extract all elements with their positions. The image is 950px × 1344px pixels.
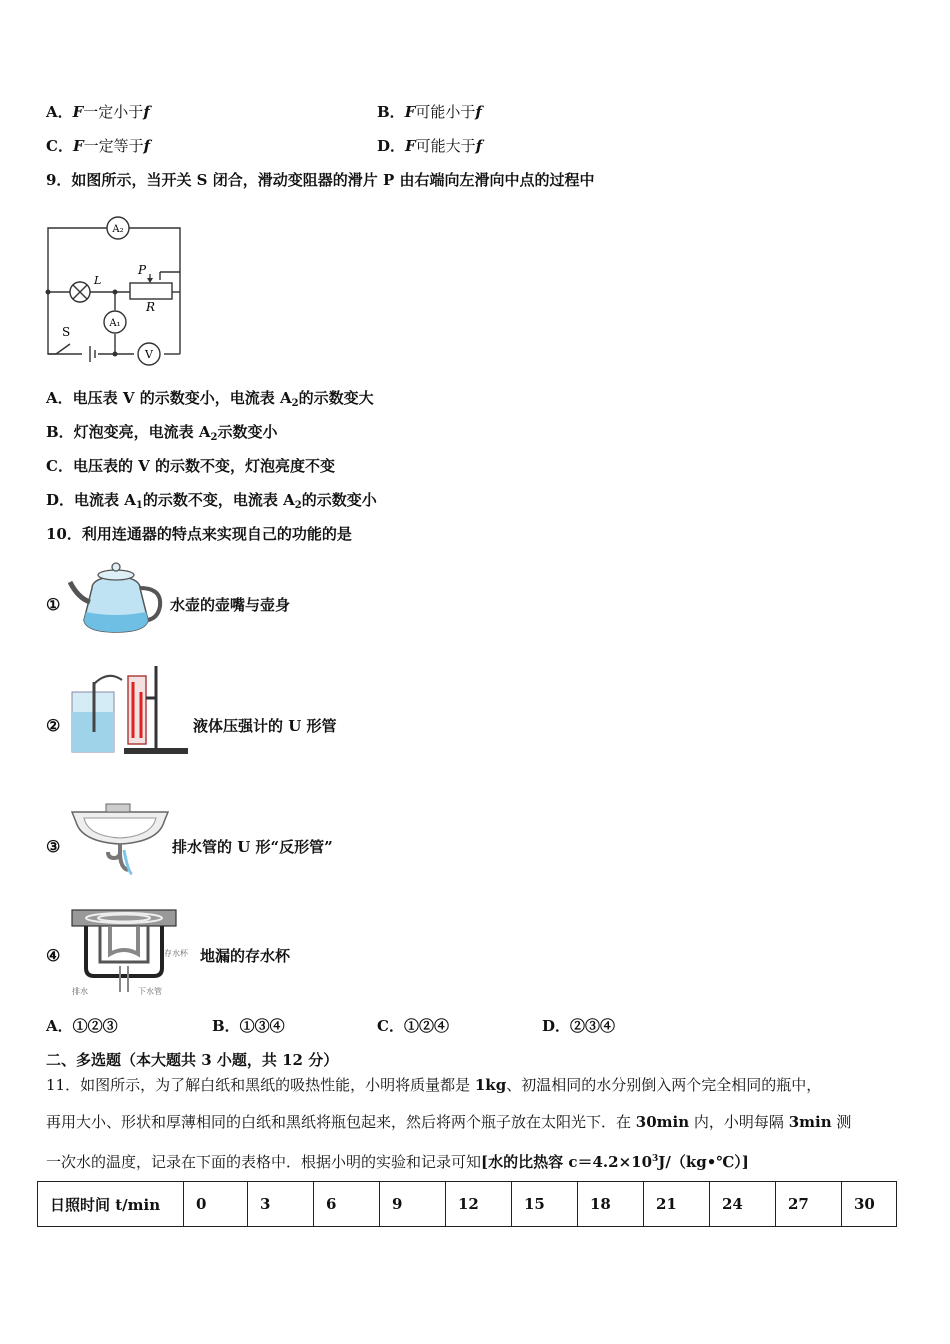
q8-option-a-var2: f [143, 103, 150, 121]
q8-option-c-var2: f [143, 137, 151, 155]
q10-item1-number: ① [46, 595, 61, 614]
table-cell: 0 [184, 1182, 248, 1227]
q10-item2-text: 液体压强计的 U 形管 [193, 717, 337, 735]
ammeter-a2 [107, 217, 129, 239]
table-cell: 6 [314, 1182, 380, 1227]
seal-label: 排水 [72, 987, 88, 996]
voltmeter-label: V [145, 348, 153, 361]
q8-option-b-var2: f [475, 103, 482, 121]
table-cell: 3 [248, 1182, 314, 1227]
q9-option-a-post: 的示数变大 [298, 389, 374, 407]
table-cell: 9 [380, 1182, 446, 1227]
q8-option-b-var: F [404, 103, 416, 121]
q9-option-b [46, 422, 278, 448]
q9-stem: 9．如图所示，当开关 S 闭合，滑动变阻器的滑片 P 由右端向左滑向中点的过程中 [46, 171, 595, 189]
q11-mass: 1kg [474, 1076, 507, 1094]
q11-specific-heat: [水的比热容 c＝4.2×10 [481, 1153, 653, 1171]
q11-line-1-a: 11．如图所示，为了解白纸和黑纸的吸热性能，小明将质量都是 [46, 1076, 475, 1094]
q11-specific-heat-unit: J/（kg•℃）] [658, 1153, 749, 1171]
q9-option-d [46, 490, 377, 516]
q9-option-d-sub: 1 [135, 500, 143, 511]
table-cell: 12 [446, 1182, 512, 1227]
q9-circuit-diagram [40, 212, 190, 368]
ammeter-a2-label: A₂ [112, 224, 124, 235]
q9-option-b-post: 示数变小 [217, 423, 278, 441]
q9-option-c [46, 456, 335, 476]
q11-specific-heat-exp: 3 [652, 1154, 659, 1164]
q10-option-d: D．②③④ [542, 1017, 616, 1035]
ammeter-a1-label: A₁ [109, 318, 121, 329]
table-header-cell: 日照时间 t/min [38, 1182, 184, 1227]
q10-option-a: A．①②③ [46, 1017, 118, 1035]
q8-option-a [46, 102, 150, 122]
q11-line-1-c: 、初温相同的水分别倒入两个完全相同的瓶中， [506, 1076, 822, 1094]
q9-option-d-mid: 的示数不变，电流表 A [142, 491, 295, 509]
lamp-label: L [94, 274, 102, 287]
q9-option-b-sub: 2 [210, 432, 218, 443]
q11-line-2-e: 测 [831, 1113, 852, 1131]
q11-line-2-a: 再用大小、形状和厚薄相同的白纸和黑纸将瓶包起来，然后将两个瓶子放在太阳光下．在 [46, 1113, 636, 1131]
q9-option-a-text: A．电压表 V 的示数变小，电流表 A [46, 389, 292, 407]
q8-option-d-var2: f [475, 137, 483, 155]
q10-item4-text: 地漏的存水杯 [200, 947, 291, 965]
table-cell: 21 [644, 1182, 710, 1227]
cup-label: 存水杯 [164, 949, 188, 958]
table-cell: 30 [842, 1182, 897, 1227]
q11-interval: 3min [788, 1113, 832, 1131]
q8-option-b-text: 可能小于 [415, 103, 476, 121]
slider-label: P [138, 263, 147, 277]
q11-line-3-a: 一次水的温度，记录在下面的表格中．根据小明的实验和记录可知 [46, 1153, 482, 1171]
q10-item3-number: ③ [46, 837, 61, 856]
q8-option-a-label: A． [46, 103, 73, 121]
q11-line-3 [46, 1149, 749, 1172]
lamp-l [70, 274, 101, 302]
q8-option-a-text: 一定小于 [83, 103, 144, 121]
q8-option-c-text: 一定等于 [83, 137, 144, 155]
table-cell: 18 [578, 1182, 644, 1227]
sunlight-time-table [37, 1181, 897, 1227]
q9-option-c-text: C．电压表的 V 的示数不变，灯泡亮度不变 [46, 457, 336, 475]
pressure-gauge-image [68, 662, 192, 756]
table-cell: 24 [710, 1182, 776, 1227]
q10-item4-number: ④ [46, 946, 61, 965]
q9-option-d-text: D．电流表 A [46, 491, 136, 509]
q8-option-d-label: D． [377, 137, 406, 155]
voltmeter-v [138, 343, 160, 365]
q10-option-b: B．①③④ [212, 1017, 285, 1035]
pipe-label: 下水管 [138, 987, 162, 996]
q8-option-b [377, 102, 482, 122]
floor-drain-image [68, 906, 200, 998]
q8-option-c [46, 136, 150, 156]
q9-option-d-post: 的示数变小 [301, 491, 377, 509]
q9-option-a [46, 388, 374, 414]
q10-option-c: C．①②④ [377, 1017, 449, 1035]
table-row [38, 1182, 897, 1227]
q10-item2-number: ② [46, 716, 61, 735]
q8-option-d-text: 可能大于 [415, 137, 476, 155]
section-2-heading: 二、多选题（本大题共 3 小题，共 12 分） [46, 1051, 339, 1069]
q9-option-d-sub2: 2 [294, 500, 302, 511]
q11-line-2-c: 内，小明每隔 [689, 1113, 789, 1131]
table-cell: 27 [776, 1182, 842, 1227]
q9-option-b-text: B．灯泡变亮，电流表 A [46, 423, 211, 441]
q8-option-c-var: F [72, 137, 84, 155]
q8-option-c-label: C． [46, 137, 73, 155]
table-cell: 15 [512, 1182, 578, 1227]
q9-option-a-sub: 2 [291, 398, 299, 409]
sink-drain-image [68, 798, 172, 878]
q8-option-b-label: B． [377, 103, 405, 121]
kettle-image [68, 558, 166, 636]
rheostat-slider [137, 263, 155, 314]
q8-option-d-var: F [405, 137, 416, 155]
q8-option-a-var: F [72, 103, 84, 121]
q10-stem: 10．利用连通器的特点来实现自己的功能的是 [46, 525, 352, 543]
resistor-label: R [146, 300, 156, 314]
ammeter-a1 [104, 311, 126, 333]
switch-label: S [62, 325, 71, 339]
q11-line-2 [46, 1112, 851, 1132]
q8-option-d [377, 136, 482, 156]
q11-duration: 30min [635, 1113, 690, 1131]
q10-item3-text: 排水管的 U 形“反形管” [172, 838, 333, 856]
q11-line-1 [46, 1075, 821, 1095]
q10-item1-text: 水壶的壶嘴与壶身 [170, 596, 291, 614]
